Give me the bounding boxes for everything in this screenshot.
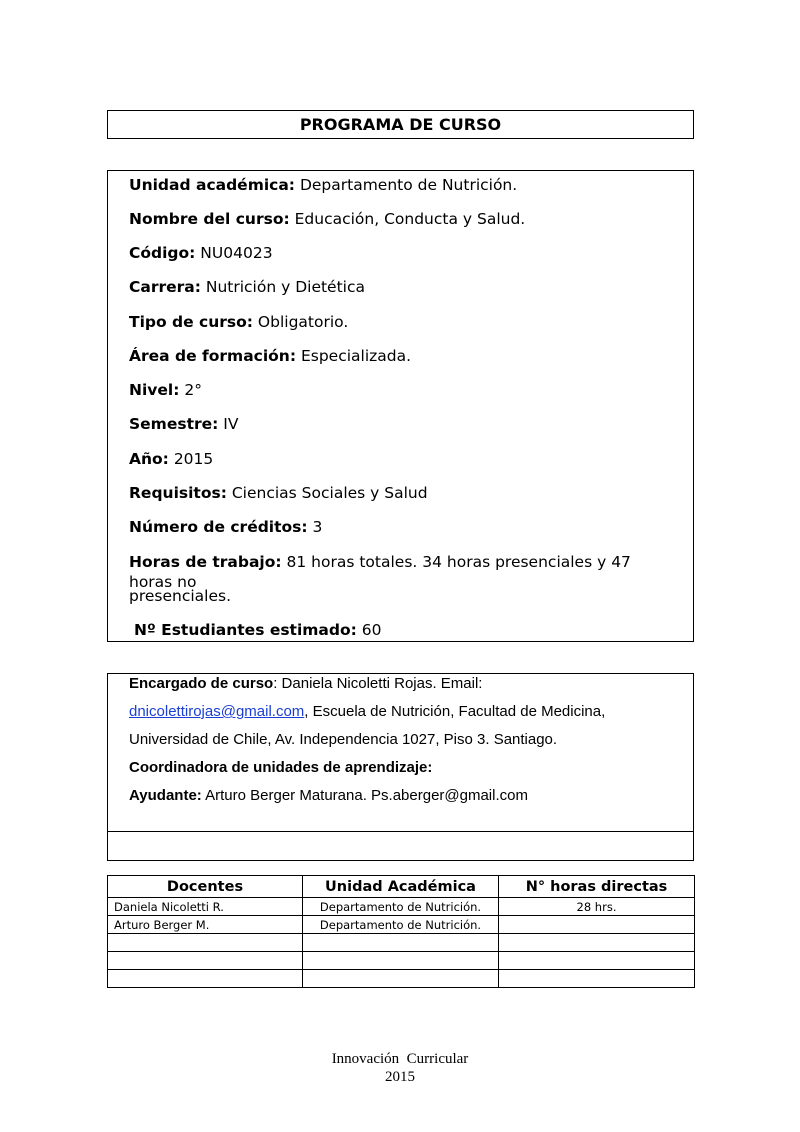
info-label: Año:: [129, 450, 169, 468]
ayudante-value: Arturo Berger Maturana. Ps.aberger@gmail.com: [201, 787, 528, 804]
table-cell: [303, 970, 499, 988]
encargado-address: Universidad de Chile, Av. Independencia 1027, Piso 3. Santiago.: [129, 731, 558, 748]
info-value: NU04023: [195, 244, 273, 262]
info-label: Número de créditos:: [129, 518, 308, 536]
info-value: presenciales.: [129, 587, 232, 605]
header-docentes: Docentes: [108, 876, 303, 898]
table-cell: [303, 934, 499, 952]
info-label: Requisitos:: [129, 484, 227, 502]
info-label: Tipo de curso:: [129, 313, 253, 331]
table-cell: [108, 970, 303, 988]
docentes-table: [107, 875, 695, 988]
table-cell: Arturo Berger M.: [108, 916, 303, 934]
info-value: Nutrición y Dietética: [200, 278, 365, 296]
box-divider: [108, 831, 693, 832]
table-row: [108, 952, 695, 970]
page-footer: [0, 1050, 800, 1086]
table-row: [108, 970, 695, 988]
info-value: Obligatorio.: [252, 313, 349, 331]
footer-title: Innovación Curricular: [331, 1051, 469, 1067]
info-label: Nivel:: [129, 381, 180, 399]
info-value: 81 horas totales. 34 horas presenciales y 47 horas no: [129, 553, 631, 591]
table-header-row: [108, 876, 695, 898]
table-cell: Departamento de Nutrición.: [303, 916, 499, 934]
ayudante-label: Ayudante:: [129, 787, 202, 804]
course-info-box: [107, 170, 694, 642]
page-title: PROGRAMA DE CURSO: [299, 115, 502, 134]
info-value: 3: [307, 518, 323, 536]
table-cell: [108, 952, 303, 970]
table-cell: [303, 952, 499, 970]
encargado-label: Encargado de curso: [129, 675, 274, 692]
table-row: [108, 934, 695, 952]
email-link[interactable]: dnicolettirojas@gmail.com: [129, 703, 305, 720]
info-value: 60: [356, 621, 382, 639]
ayudante-line: [129, 786, 683, 806]
encargado-line: [129, 674, 683, 694]
table-cell: 28 hrs.: [499, 898, 695, 916]
info-value: IV: [218, 415, 239, 433]
table-row: [108, 916, 695, 934]
table-cell: [499, 970, 695, 988]
info-row-creditos: [129, 517, 677, 537]
info-row-ano: [129, 449, 677, 469]
info-row-unidad: [129, 175, 677, 195]
info-label: Área de formación:: [129, 347, 297, 365]
footer-year: 2015: [385, 1069, 415, 1085]
info-row-tipo: [129, 312, 677, 332]
info-value: 2°: [179, 381, 202, 399]
info-row-nombre: [129, 209, 677, 229]
info-value: 2015: [168, 450, 214, 468]
encargado-text: , Escuela de Nutrición, Facultad de Medicina,: [304, 703, 606, 720]
header-horas-directas: N° horas directas: [499, 876, 695, 898]
encargado-text: : Daniela Nicoletti Rojas. Email:: [273, 675, 483, 692]
table-row: [108, 898, 695, 916]
encargado-box: [107, 673, 694, 861]
table-cell: [499, 952, 695, 970]
table-cell: Daniela Nicoletti R.: [108, 898, 303, 916]
table-cell: Departamento de Nutrición.: [303, 898, 499, 916]
info-value: Departamento de Nutrición.: [295, 176, 518, 194]
info-value: Educación, Conducta y Salud.: [289, 210, 526, 228]
info-row-area: [129, 346, 677, 366]
info-label: Semestre:: [129, 415, 219, 433]
encargado-email-line: [129, 702, 683, 722]
coordinadora-line: [129, 758, 683, 778]
info-label: Unidad académica:: [129, 176, 296, 194]
table-cell: [499, 916, 695, 934]
coordinadora-label: Coordinadora de unidades de aprendizaje:: [129, 759, 433, 776]
info-label: Carrera:: [129, 278, 201, 296]
info-label: Horas de trabajo:: [129, 553, 282, 571]
header-unidad-academica: Unidad Académica: [303, 876, 499, 898]
info-row-carrera: [129, 277, 677, 297]
info-label: Nombre del curso:: [129, 210, 290, 228]
info-label: Código:: [129, 244, 196, 262]
info-row-horas-continuation: [129, 586, 677, 606]
info-value: Especializada.: [296, 347, 412, 365]
table-cell: [499, 934, 695, 952]
info-label: Nº Estudiantes estimado:: [134, 621, 357, 639]
info-row-semestre: [129, 414, 677, 434]
title-box: [107, 110, 694, 139]
info-value: Ciencias Sociales y Salud: [226, 484, 428, 502]
info-row-nivel: [129, 380, 677, 400]
info-row-requisitos: [129, 483, 677, 503]
encargado-address-line: [129, 730, 683, 750]
info-row-estudiantes: [134, 620, 677, 640]
info-row-codigo: [129, 243, 677, 263]
table-cell: [108, 934, 303, 952]
